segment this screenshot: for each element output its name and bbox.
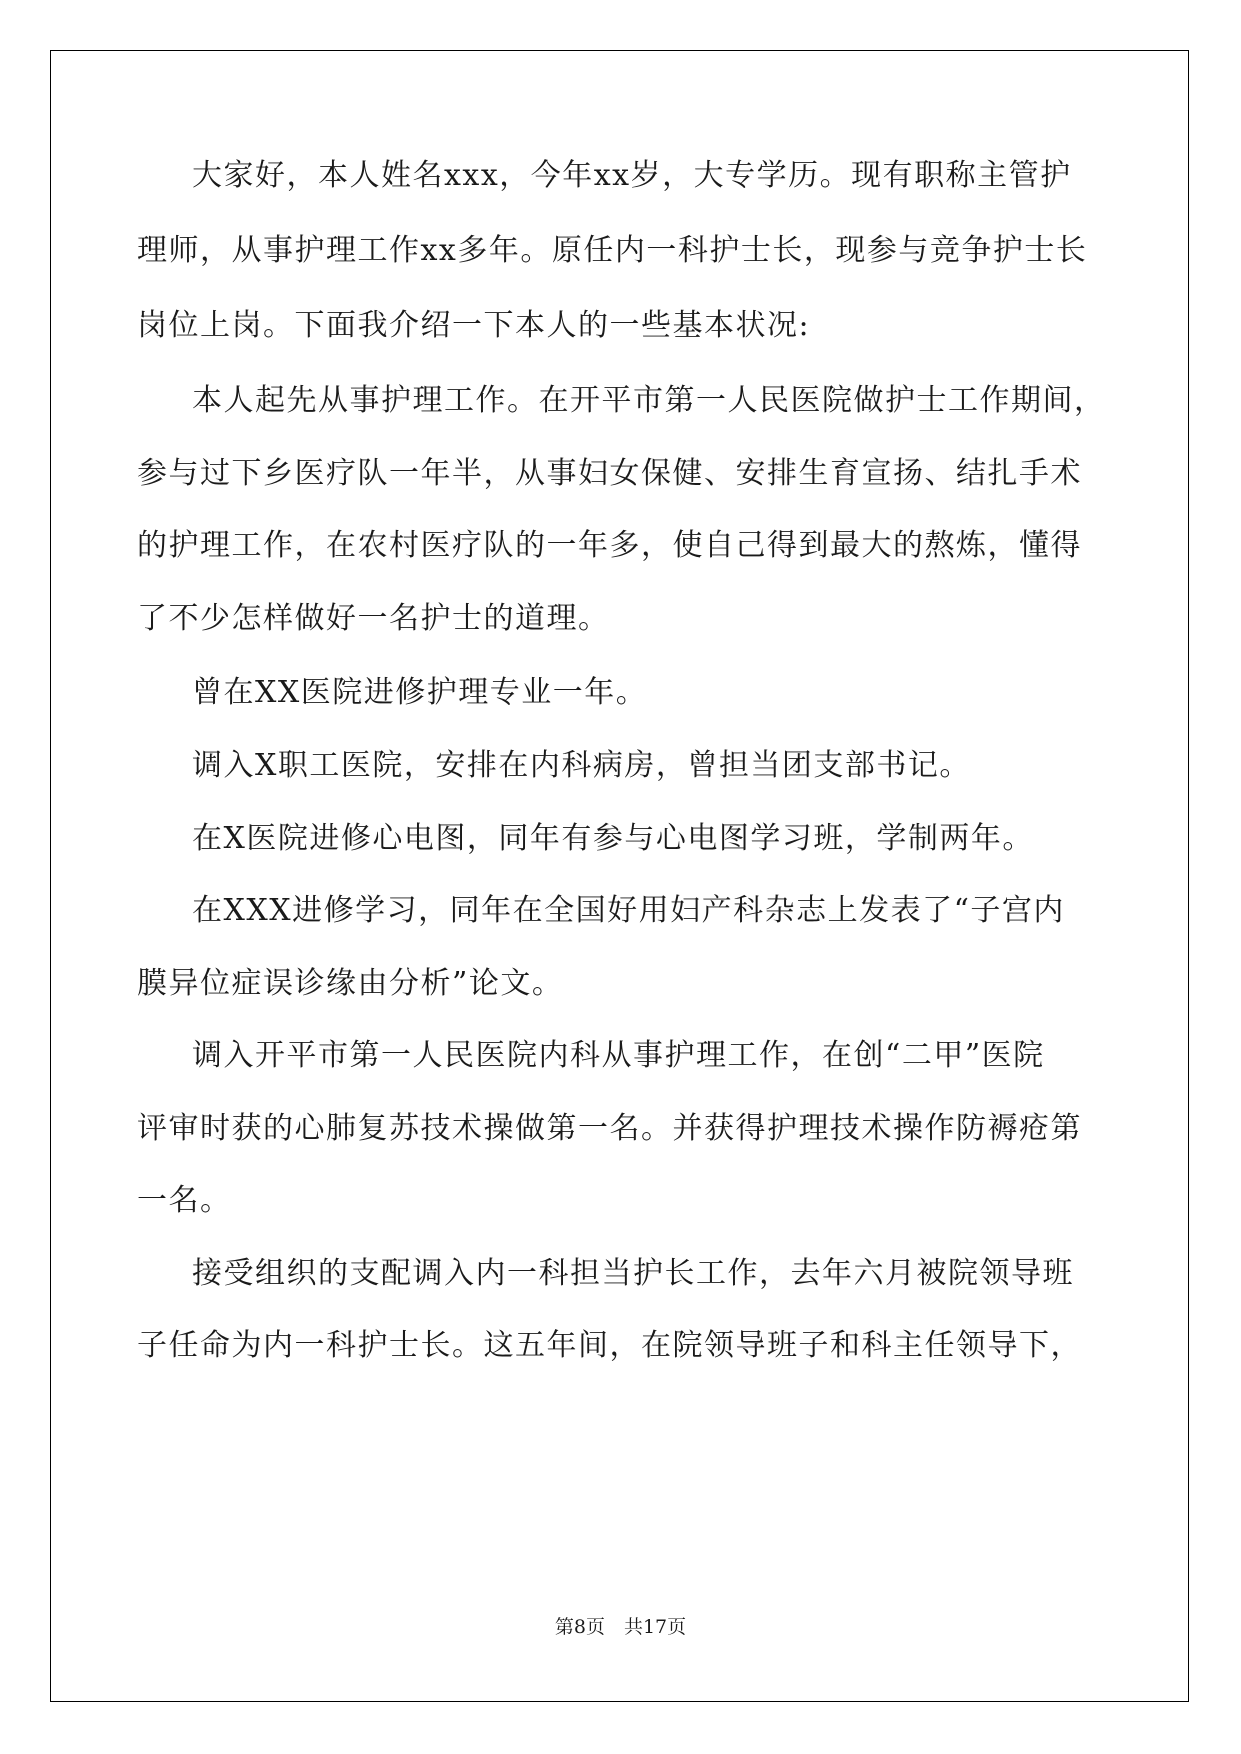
text-line: 理师，从事护理工作xx多年。原任内一科护士长，现参与竞争护士长 [137,233,1088,268]
text-line: 参与过下乡医疗队一年半，从事妇女保健、安排生育宣扬、结扎手术 [137,456,1082,491]
text-line: 一名。 [137,1183,232,1218]
text-line: 评审时获的心肺复苏技术操做第一名。并获得护理技术操作防褥疮第 [137,1111,1082,1146]
text-line: 调入开平市第一人民医院内科从事护理工作，在创“二甲”医院 [192,1038,1045,1073]
page-number-footer: 第8页 共17页 [554,1616,687,1638]
text-line: 了不少怎样做好一名护士的道理。 [137,601,610,636]
text-line: 岗位上岗。下面我介绍一下本人的一些基本状况: [137,308,811,343]
text-line: 的护理工作，在农村医疗队的一年多，使自己得到最大的熬炼，懂得 [137,528,1082,563]
text-line: 在X医院进修心电图，同年有参与心电图学习班，学制两年。 [192,821,1034,856]
text-line: 在XXX进修学习，同年在全国好用妇产科杂志上发表了“子宫内 [192,893,1065,928]
text-line: 调入X职工医院，安排在内科病房，曾担当团支部书记。 [192,748,971,783]
text-line: 本人起先从事护理工作。在开平市第一人民医院做护士工作期间， [192,383,1106,418]
text-line: 大家好，本人姓名xxx，今年xx岁，大专学历。现有职称主管护 [192,158,1072,193]
text-line: 膜异位症误诊缘由分析”论文。 [137,966,564,1001]
text-line: 曾在XX医院进修护理专业一年。 [192,675,648,710]
text-line: 接受组织的支配调入内一科担当护长工作，去年六月被院领导班 [192,1256,1074,1291]
page-border [50,50,1189,1702]
text-line: 子任命为内一科护士长。这五年间，在院领导班子和科主任领导下， [137,1328,1082,1363]
